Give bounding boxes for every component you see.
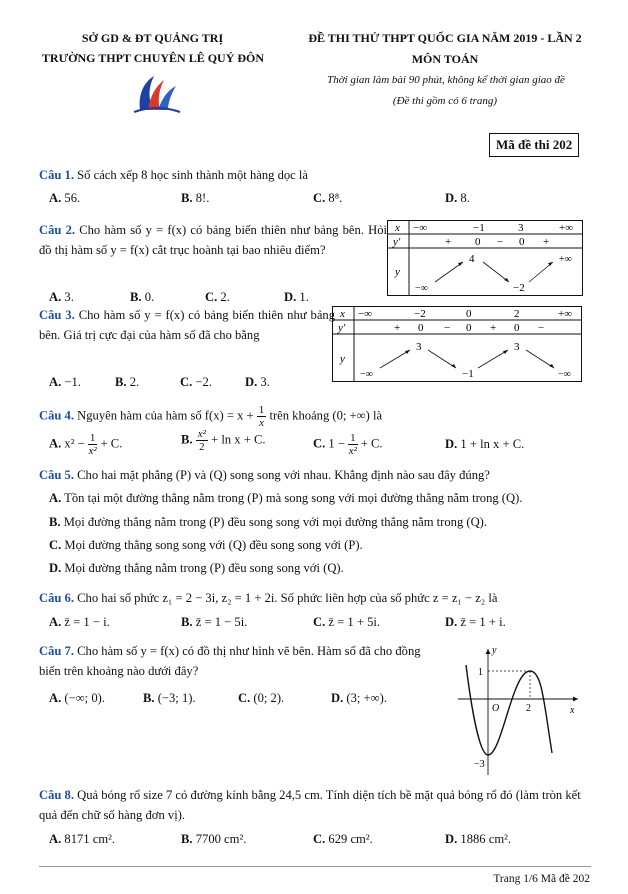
t2-s3: 0 — [519, 236, 525, 248]
q2-option-c: C. 2. — [205, 290, 230, 304]
t3-s1: 0 — [418, 322, 424, 334]
q6-option-d: D. z̄ = 1 + i. — [445, 615, 506, 629]
t2-y1: 4 — [469, 253, 475, 265]
t3-s3: 0 — [466, 322, 472, 334]
t2-x3: +∞ — [559, 222, 574, 234]
question-8: Câu 8. Quả bóng rổ size 7 có đường kính bằng 24,5 cm. Tính diện tích bề mặt quả bóng rổ đó (làm tròn kết quả đến chữ số hàng đơn vị). — [39, 788, 581, 822]
t2-y-label: y — [395, 266, 400, 278]
q5-option-a: A. Tồn tại một đường thẳng nằm trong (P) mà song song với mọi đường thẳng nằm trong (Q). — [49, 491, 523, 505]
exam-title: ĐỀ THI THỬ THPT QUỐC GIA NĂM 2019 - LẦN 2 — [308, 31, 582, 45]
department-name: SỞ GD & ĐT QUẢNG TRỊ — [81, 31, 224, 45]
q7-option-a: A. (−∞; 0). — [49, 691, 105, 705]
q3-option-b: B. 2. — [115, 375, 140, 389]
page-count-note: (Đề thi gồm có 6 trang) — [392, 95, 498, 107]
t3-y2: −1 — [462, 368, 474, 380]
q8-option-d: D. 1886 cm². — [445, 832, 512, 846]
footer-divider — [39, 866, 591, 867]
graph-tick-x-2: 2 — [526, 703, 531, 714]
q5-option-c: C. Mọi đường thẳng song song với (Q) đều song song với (P). — [49, 538, 363, 552]
school-logo — [128, 70, 186, 116]
q7-option-b: B. (−3; 1). — [143, 691, 196, 705]
q6-option-b: B. z̄ = 1 − 5i. — [181, 615, 248, 629]
t2-s1: 0 — [475, 236, 481, 248]
question-text: Số cách xếp 8 học sinh thành một hàng dọc là — [77, 168, 308, 182]
t2-s2: − — [497, 236, 504, 248]
t2-s4: + — [543, 236, 550, 248]
q4-option-c: C. 1 − $\frac{1}{\text{x²}}$ + C. — [313, 432, 383, 458]
t3-s5: 0 — [514, 322, 520, 334]
graph-tick-y-neg3: −3 — [474, 759, 485, 770]
q3-option-a: A. −1. — [49, 375, 81, 389]
q1-option-a: A. 56. — [49, 191, 81, 205]
q4-option-b: B. $\frac{\text{x²}}{2}$ + ln x + C. — [181, 428, 266, 454]
q2-option-d: D. 1. — [284, 290, 309, 304]
graph-y-label: y — [492, 645, 497, 656]
t3-y0: −∞ — [360, 369, 373, 380]
graph-x-label: x — [570, 705, 575, 716]
t3-x2: 0 — [466, 308, 472, 320]
function-graph-q7 — [452, 643, 582, 783]
q1-option-c: C. 8⁸. — [313, 191, 343, 205]
q5-option-d: D. Mọi đường thẳng nằm trong (P) đều song song với (Q). — [49, 561, 344, 575]
q7-option-c: C. (0; 2). — [238, 691, 285, 705]
t3-y3: 3 — [514, 341, 520, 353]
question-4: Câu 4. Nguyên hàm của hàm số f(x) = x + $\frac{1}{x}$ trên khoảng (0; +∞) là — [39, 404, 383, 430]
graph-origin: O — [492, 703, 500, 714]
question-1 — [39, 167, 591, 184]
graph-tick-y-1: 1 — [478, 667, 483, 678]
q3-option-d: D. 3. — [245, 375, 270, 389]
question-2: Câu 2. Cho hàm số y = f(x) có bảng biến thiên như bảng bên. Hỏi đồ thị hàm số y = f(x) cắt trục hoành tại bao nhiêu điểm? — [39, 223, 388, 257]
t2-yp-label: y′ — [393, 236, 401, 248]
subject-name: MÔN TOÁN — [411, 52, 479, 66]
variation-table-q2 — [387, 220, 583, 301]
q8-option-a: A. 8171 cm². — [49, 832, 116, 846]
t3-y4: −∞ — [558, 369, 571, 380]
q1-option-b: B. 8!. — [181, 191, 210, 205]
question-6: Câu 6. Cho hai số phức z₁ = 2 − 3i, z₂ = 1 + 2i. Số phức liên hợp của số phức z = z₁ − z₂ là — [39, 591, 498, 605]
t3-yp-label: y′ — [338, 322, 346, 334]
t3-s2: − — [444, 322, 451, 334]
q2-option-a: A. 3. — [49, 290, 74, 304]
q6-option-c: C. z̄ = 1 + 5i. — [313, 615, 381, 629]
t3-x4: +∞ — [558, 308, 573, 320]
question-7: Câu 7. Cho hàm số y = f(x) có đồ thị như hình vẽ bên. Hàm số đã cho đồng biến trên khoảng nào dưới đây? — [39, 644, 421, 678]
t3-s0: + — [394, 322, 401, 334]
t2-x-label: x — [395, 222, 400, 234]
q8-option-b: B. 7700 cm². — [181, 832, 247, 846]
question-3: Câu 3. Cho hàm số y = f(x) có bảng biến thiên như bảng bên. Giá trị cực đại của hàm số đã cho bằng — [39, 308, 335, 342]
q4-option-d: D. 1 + ln x + C. — [445, 437, 525, 451]
q3-option-c: C. −2. — [180, 375, 212, 389]
variation-table-q3 — [332, 306, 582, 387]
t2-y3: +∞ — [559, 254, 572, 265]
t3-x0: −∞ — [358, 308, 373, 320]
t2-s0: + — [445, 236, 452, 248]
school-name: TRƯỜNG THPT CHUYÊN LÊ QUÝ ĐÔN — [41, 51, 265, 65]
t3-s4: + — [490, 322, 497, 334]
exam-duration: Thời gian làm bài 90 phút, không kể thời gian giao đề — [327, 74, 565, 86]
page-footer: Trang 1/6 Mã đề 202 — [493, 873, 590, 885]
q6-option-a: A. z̄ = 1 − i. — [49, 615, 110, 629]
q8-option-c: C. 629 cm². — [313, 832, 373, 846]
t2-y2: −2 — [513, 282, 525, 294]
t3-x3: 2 — [514, 308, 520, 320]
t3-y-label: y — [340, 353, 345, 365]
q7-option-d: D. (3; +∞). — [331, 691, 387, 705]
t2-x0: −∞ — [413, 222, 428, 234]
question-5: Câu 5. Cho hai mặt phẳng (P) và (Q) song song với nhau. Khẳng định nào sau đây đúng? — [39, 468, 490, 482]
q5-option-b: B. Mọi đường thẳng nằm trong (P) đều song song với mọi đường thẳng nằm trong (Q). — [49, 515, 488, 529]
q4-option-a: A. x² − $\frac{1}{\text{x²}}$ + C. — [49, 432, 123, 458]
t3-x-label: x — [340, 308, 345, 320]
exam-code: Mã đề thi 202 — [489, 133, 579, 157]
t3-x1: −2 — [414, 308, 426, 320]
q1-option-d: D. 8. — [445, 191, 470, 205]
t3-s6: − — [538, 322, 545, 334]
t2-y0: −∞ — [415, 283, 428, 294]
q2-option-b: B. 0. — [130, 290, 155, 304]
fraction-1-over-x: $\frac{1}{x}$ — [258, 404, 265, 430]
question-label: Câu 1. — [39, 168, 74, 182]
t2-x1: −1 — [473, 222, 485, 234]
t2-x2: 3 — [518, 222, 524, 234]
t3-y1: 3 — [416, 341, 422, 353]
